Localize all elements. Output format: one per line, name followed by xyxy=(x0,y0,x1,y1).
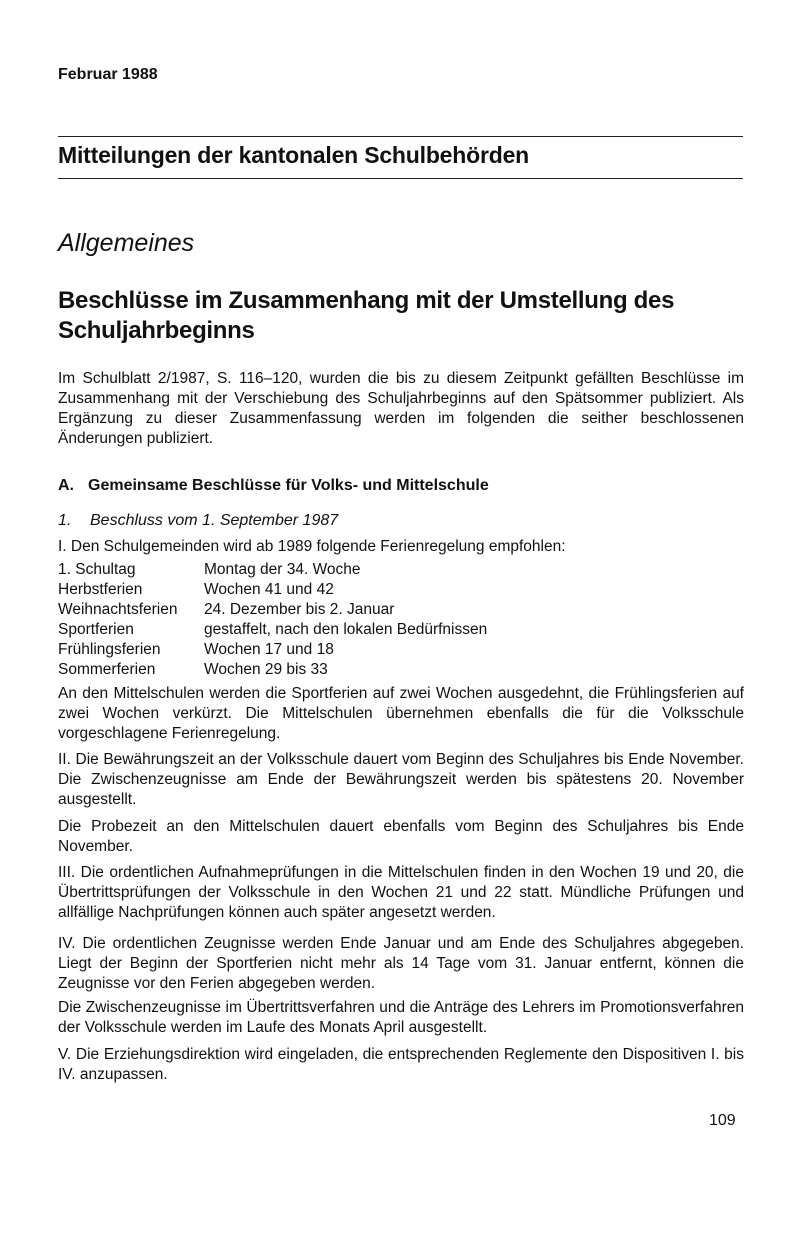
holiday-label: Herbstferien xyxy=(58,581,143,598)
point-iii: III. Die ordentlichen Aufnahmeprüfungen in die Mittelschulen finden in den Wochen 19 und 20, die Übertrittsprüfungen der Volksschule in den Wochen 21 und 22 statt. Mündliche Prüfungen und allfällige Nachprüfungen können auch später angesetzt werden. xyxy=(58,864,744,921)
point-ii: II. Die Bewährungszeit an der Volksschule dauert vom Beginn des Schuljahres bis Ende November. Die Zwischenzeugnisse am Ende der Bewährungszeit werden bis spätestens 20. November ausgestellt. xyxy=(58,751,744,808)
beschluss-number: 1. xyxy=(58,512,72,529)
holiday-value: Wochen 17 und 18 xyxy=(204,641,334,658)
holiday-row xyxy=(58,580,487,600)
holiday-row xyxy=(58,620,487,640)
holiday-row xyxy=(58,560,487,580)
section-a-title: Gemeinsame Beschlüsse für Volks- und Mittelschule xyxy=(88,477,489,494)
holiday-value: 24. Dezember bis 2. Januar xyxy=(204,601,395,618)
section-category: Allgemeines xyxy=(58,229,195,257)
zwischenzeugnisse-paragraph: Die Zwischenzeugnisse im Übertrittsverfahren und die Anträge des Lehrers im Promotionsverfahren der Volksschule werden im Laufe des Monats April ausgestellt. xyxy=(58,999,744,1036)
holiday-label: Frühlingsferien xyxy=(58,641,161,658)
holiday-table xyxy=(58,560,487,680)
point-v: V. Die Erziehungsdirektion wird eingeladen, die entsprechenden Reglemente den Dispositiven I. bis IV. anzupassen. xyxy=(58,1046,744,1083)
holiday-label: Sportferien xyxy=(58,621,134,638)
section-title: Mitteilungen der kantonalen Schulbehörden xyxy=(58,142,530,168)
holiday-row xyxy=(58,600,487,620)
holiday-row xyxy=(58,660,487,680)
probezeit-paragraph: Die Probezeit an den Mittelschulen dauert ebenfalls vom Beginn des Schuljahres bis Ende November. xyxy=(58,818,744,855)
holiday-value: gestaffelt, nach den lokalen Bedürfnissen xyxy=(204,621,488,638)
point-i: I. Den Schulgemeinden wird ab 1989 folgende Ferienregelung empfohlen: xyxy=(58,538,566,555)
point-iv: IV. Die ordentlichen Zeugnisse werden Ende Januar und am Ende des Schuljahres abgegeben. Liegt der Beginn der Sportferien nicht mehr als 14 Tage vom 31. Januar entfernt, können die Zeugnisse vor den Ferien abgegeben werden. xyxy=(58,935,744,992)
holiday-value: Wochen 29 bis 33 xyxy=(204,661,328,678)
holiday-value: Wochen 41 und 42 xyxy=(204,581,334,598)
issue-date: Februar 1988 xyxy=(58,66,158,83)
section-a-heading xyxy=(58,477,489,495)
beschluss-heading xyxy=(58,512,338,530)
title-rule-bottom xyxy=(58,178,743,179)
holiday-row xyxy=(58,640,487,660)
section-a-letter: A. xyxy=(58,477,74,494)
mittelschulen-paragraph: An den Mittelschulen werden die Sportferien auf zwei Wochen ausgedehnt, die Frühlingsferien auf zwei Wochen verkürzt. Die Mittelschulen übernehmen ebenfalls die für die Volksschule vorgeschlagene Ferienregelung. xyxy=(58,685,744,742)
holiday-label: Sommerferien xyxy=(58,661,156,678)
title-rule-top xyxy=(58,136,743,137)
article-title: Beschlüsse im Zusammenhang mit der Umstellung des Schuljahrbeginns xyxy=(58,287,675,344)
page-number: 109 xyxy=(709,1112,736,1129)
beschluss-title: Beschluss vom 1. September 1987 xyxy=(90,512,339,529)
holiday-label: Weihnachtsferien xyxy=(58,601,178,618)
intro-paragraph: Im Schulblatt 2/1987, S. 116–120, wurden die bis zu diesem Zeitpunkt gefällten Beschlüsse im Zusammenhang mit der Verschiebung des Schuljahrbeginns auf den Spätsommer publiziert. Als Ergänzung zu dieser Zusammenfassung werden im folgenden die seither beschlossenen Änderungen publiziert. xyxy=(58,370,744,447)
holiday-value: Montag der 34. Woche xyxy=(204,561,361,578)
holiday-label: 1. Schultag xyxy=(58,561,136,578)
